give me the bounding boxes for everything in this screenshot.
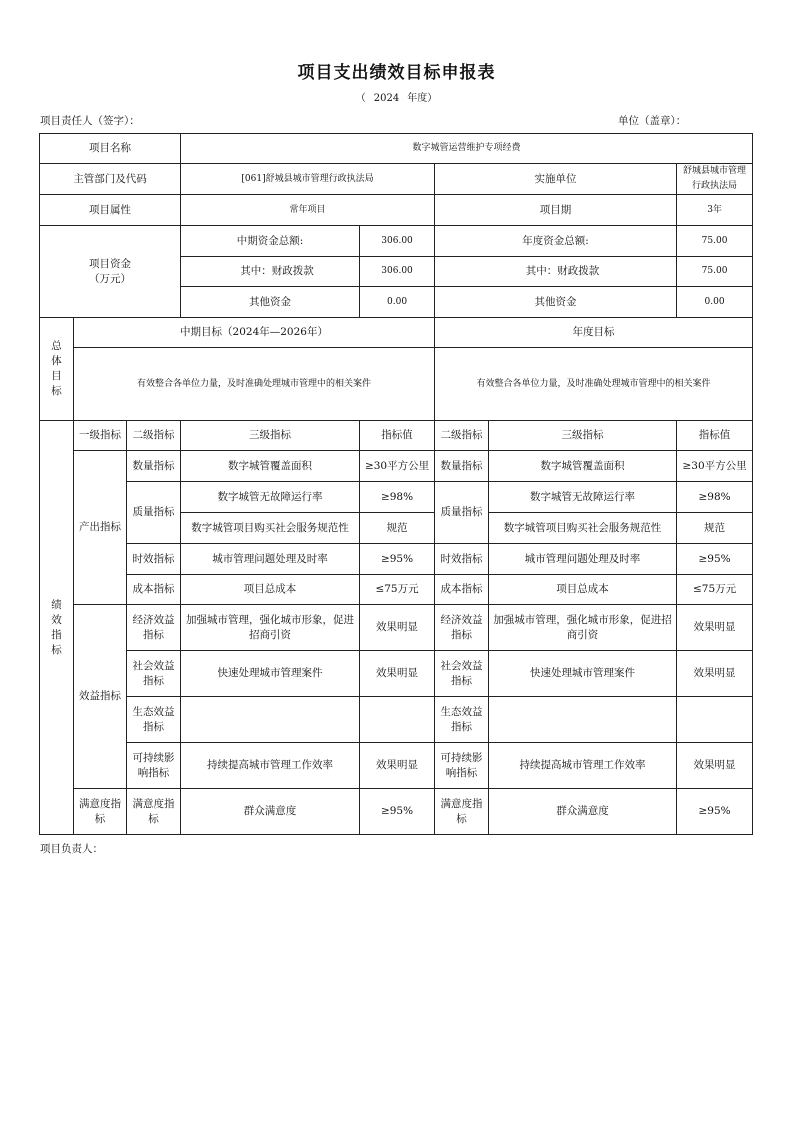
value-cell-annual: 效果明显 (677, 605, 753, 651)
level3-cell: 群众满意度 (181, 789, 360, 835)
output-indicator-label: 产出指标 (74, 451, 127, 605)
level3-cell: 快速处理城市管理案件 (181, 651, 360, 697)
table-row (40, 544, 753, 575)
year-open: （ (355, 93, 366, 104)
value-cell: ≥95% (360, 544, 435, 575)
implementing-unit-value: 舒城县城市管理行政执法局 (677, 164, 753, 195)
level3-cell-annual: 持续提高城市管理工作效率 (489, 743, 677, 789)
performance-indicator-label (40, 421, 74, 835)
value-cell-annual: 效果明显 (677, 743, 753, 789)
annual-goal-text: 有效整合各单位力量，及时准确处理城市管理中的相关案件 (435, 348, 753, 421)
level3-cell-annual: 群众满意度 (489, 789, 677, 835)
value-cell-annual: 效果明显 (677, 651, 753, 697)
table-row (40, 697, 753, 743)
project-attribute-label: 项目属性 (40, 195, 181, 226)
overall-goal-label (40, 318, 74, 421)
mid-total-label: 中期资金总额: (181, 226, 360, 257)
department-label: 主管部门及代码 (40, 164, 181, 195)
year-other-value: 0.00 (677, 287, 753, 318)
level2-cell: 质量指标 (127, 482, 181, 544)
level2-cell-annual: 成本指标 (435, 575, 489, 605)
value-cell: 规范 (360, 513, 435, 544)
level2-cell-annual: 时效指标 (435, 544, 489, 575)
level3-cell: 数字城管无故障运行率 (181, 482, 360, 513)
table-row (40, 482, 753, 513)
overall-goal-char: 目 (51, 370, 62, 382)
level3-cell: 持续提高城市管理工作效率 (181, 743, 360, 789)
header-level2: 二级指标 (127, 421, 181, 451)
performance-indicator-char: 标 (51, 643, 62, 656)
department-value: [061]舒城县城市管理行政执法局 (181, 164, 435, 195)
header-level2-annual: 二级指标 (435, 421, 489, 451)
project-name-value: 数字城管运营维护专项经费 (181, 134, 753, 164)
level2-cell-annual: 数量指标 (435, 451, 489, 482)
performance-indicator-char: 绩 (51, 598, 62, 611)
year-line (0, 89, 793, 104)
row-project-name (40, 134, 753, 164)
mid-other-label: 其他资金 (181, 287, 360, 318)
level2-cell: 可持续影响指标 (127, 743, 181, 789)
project-period-value: 3年 (677, 195, 753, 226)
mid-total-value: 306.00 (360, 226, 435, 257)
table-row (40, 451, 753, 482)
level3-cell-annual: 项目总成本 (489, 575, 677, 605)
implementing-unit-label: 实施单位 (435, 164, 677, 195)
mid-fiscal-value: 306.00 (360, 257, 435, 287)
level3-cell-annual: 数字城管覆盖面积 (489, 451, 677, 482)
level2-cell-annual: 经济效益指标 (435, 605, 489, 651)
level2-cell: 时效指标 (127, 544, 181, 575)
value-cell: ≥95% (360, 789, 435, 835)
value-cell-annual: 规范 (677, 513, 753, 544)
level2-cell: 经济效益指标 (127, 605, 181, 651)
level3-cell (181, 697, 360, 743)
mid-other-value: 0.00 (360, 287, 435, 318)
level2-cell-annual: 社会效益指标 (435, 651, 489, 697)
funds-label (40, 226, 181, 318)
row-attribute (40, 195, 753, 226)
value-cell-annual: ≥95% (677, 789, 753, 835)
level2-cell-annual: 可持续影响指标 (435, 743, 489, 789)
row-overall-text (40, 348, 753, 421)
project-leader-label: 项目负责人： (40, 843, 103, 855)
level3-cell: 数字城管覆盖面积 (181, 451, 360, 482)
funds-label-line2: （万元） (89, 272, 132, 285)
value-cell: ≥30平方公里 (360, 451, 435, 482)
value-cell: 效果明显 (360, 605, 435, 651)
level3-cell-annual: 数字城管无故障运行率 (489, 482, 677, 513)
level3-cell: 项目总成本 (181, 575, 360, 605)
value-cell: 效果明显 (360, 651, 435, 697)
satisfaction-indicator-label: 满意度指标 (74, 789, 127, 835)
level2-cell-annual: 生态效益指标 (435, 697, 489, 743)
table-row (40, 743, 753, 789)
level3-cell: 加强城市管理，强化城市形象，促进招商引资 (181, 605, 360, 651)
value-cell: ≥98% (360, 482, 435, 513)
row-funds-total (40, 226, 753, 257)
level2-cell: 生态效益指标 (127, 697, 181, 743)
value-cell: 效果明显 (360, 743, 435, 789)
mid-term-goal-header: 中期目标（2024年—2026年） (74, 318, 435, 348)
table-row (40, 605, 753, 651)
year-fiscal-value: 75.00 (677, 257, 753, 287)
overall-goal-char: 体 (51, 355, 62, 367)
level2-cell: 成本指标 (127, 575, 181, 605)
responsible-signature-label: 项目责任人（签字）： (40, 115, 140, 127)
year-fiscal-label: 其中：财政拨款 (435, 257, 677, 287)
page-title: 项目支出绩效目标申报表 (297, 63, 496, 83)
performance-indicator-char: 效 (51, 613, 62, 626)
mid-term-goal-text: 有效整合各单位力量，及时准确处理城市管理中的相关案件 (74, 348, 435, 421)
header-value-annual: 指标值 (677, 421, 753, 451)
unit-seal-label: 单位（盖章）： (618, 115, 687, 127)
value-cell: ≤75万元 (360, 575, 435, 605)
level2-cell-annual: 质量指标 (435, 482, 489, 544)
level3-cell-annual: 城市管理问题处理及时率 (489, 544, 677, 575)
level3-cell: 城市管理问题处理及时率 (181, 544, 360, 575)
level2-cell: 社会效益指标 (127, 651, 181, 697)
overall-goal-char: 标 (51, 385, 62, 397)
table-row (40, 575, 753, 605)
header-level1: 一级指标 (74, 421, 127, 451)
value-cell-annual: ≥98% (677, 482, 753, 513)
level3-cell-annual (489, 697, 677, 743)
year-total-value: 75.00 (677, 226, 753, 257)
mid-fiscal-label: 其中：财政拨款 (181, 257, 360, 287)
row-department (40, 164, 753, 195)
table-row (40, 789, 753, 835)
year-total-label: 年度资金总额: (435, 226, 677, 257)
performance-form-table (39, 133, 753, 835)
table-row (40, 651, 753, 697)
year-value: 2024 (373, 93, 400, 104)
header-level3: 三级指标 (181, 421, 360, 451)
annual-goal-header: 年度目标 (435, 318, 753, 348)
value-cell-annual: ≥30平方公里 (677, 451, 753, 482)
level2-cell: 满意度指标 (127, 789, 181, 835)
year-other-label: 其他资金 (435, 287, 677, 318)
row-overall-headers (40, 318, 753, 348)
header-level3-annual: 三级指标 (489, 421, 677, 451)
level3-cell-annual: 数字城管项目购买社会服务规范性 (489, 513, 677, 544)
level2-cell: 数量指标 (127, 451, 181, 482)
performance-indicator-char: 指 (51, 628, 62, 641)
project-name-label: 项目名称 (40, 134, 181, 164)
level3-cell-annual: 加强城市管理，强化城市形象，促进招商引资 (489, 605, 677, 651)
project-attribute-value: 常年项目 (181, 195, 435, 226)
header-value: 指标值 (360, 421, 435, 451)
level2-cell-annual: 满意度指标 (435, 789, 489, 835)
overall-goal-char: 总 (51, 340, 62, 352)
value-cell-annual: ≤75万元 (677, 575, 753, 605)
funds-label-line1: 项目资金 (89, 257, 132, 270)
year-close: 年度） (407, 93, 438, 104)
project-period-label: 项目期 (435, 195, 677, 226)
row-indicator-headers (40, 421, 753, 451)
value-cell-annual (677, 697, 753, 743)
level3-cell-annual: 快速处理城市管理案件 (489, 651, 677, 697)
level3-cell: 数字城管项目购买社会服务规范性 (181, 513, 360, 544)
value-cell-annual: ≥95% (677, 544, 753, 575)
value-cell (360, 697, 435, 743)
benefit-indicator-label: 效益指标 (74, 605, 127, 789)
